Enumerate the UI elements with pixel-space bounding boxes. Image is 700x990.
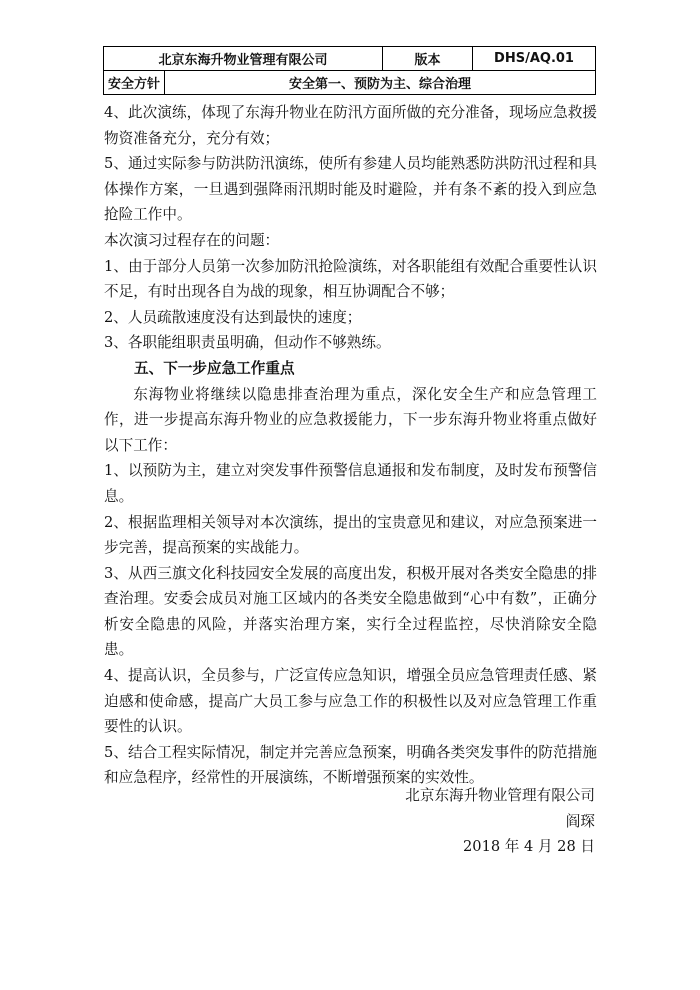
signature-date: 2018 年 4 月 28 日 [463, 838, 595, 856]
signature-company: 北京东海升物业管理有限公司 [405, 787, 595, 804]
paragraph-issue-2: 2、人员疏散速度没有达到最快的速度； [104, 308, 362, 326]
document-header-table [103, 46, 596, 95]
paragraph-next-step-2: 2、根据监理相关领导对本次演练，提出的宝贵意见和建议，对应急预案进一步完善，提高预案的实战能力。 [104, 513, 597, 557]
paragraph-issues-heading: 本次演习过程存在的问题： [104, 231, 280, 249]
version-label-cell: 版本 [383, 47, 473, 71]
paragraph-next-step-5: 5、结合工程实际情况，制定并完善应急预案，明确各类突发事件的防范措施和应急程序，经常性的开展演练，不断增强预案的实效性。 [104, 743, 597, 787]
section-title: 五、下一步应急工作重点 [134, 359, 295, 377]
paragraph-issue-3: 3、各职能组职责虽明确，但动作不够熟练。 [104, 334, 391, 352]
paragraph-next-step-1: 1、以预防为主，建立对突发事件预警信息通报和发布制度，及时发布预警信息。 [104, 462, 597, 505]
policy-label-cell: 安全方针 [104, 71, 165, 95]
header-row-policy [104, 71, 596, 95]
paragraph-drill-participation: 5、通过实际参与防洪防汛演练，使所有参建人员均能熟悉防洪防汛过程和具体操作方案，一旦遇到强降雨汛期时能及时避险，并有条不紊的投入到应急抢险工作中。 [104, 155, 597, 224]
signature-block [405, 783, 595, 860]
paragraph-next-step-4: 4、提高认识，全员参与，广泛宣传应急知识，增强全员应急管理责任感、紧迫感和使命感，提高广大员工参与应急工作的积极性以及对应急管理工作重要性的认识。 [104, 667, 597, 736]
company-name-cell: 北京东海升物业管理有限公司 [104, 47, 383, 71]
paragraph-drill-preparation: 4、此次演练，体现了东海升物业在防汛方面所做的充分准备，现场应急救援物资准备充分，充分有效； [104, 104, 597, 147]
paragraph-next-steps-intro: 东海物业将继续以隐患排查治理为重点，深化安全生产和应急管理工作，进一步提高东海升物业的应急救援能力，下一步东海升物业将重点做好以下工作： [104, 385, 597, 454]
paragraph-next-step-3: 3、从西三旗文化科技园安全发展的高度出发，积极开展对各类安全隐患的排查治理。安委会成员对施工区域内的各类安全隐患做到“心中有数”，正确分析安全隐患的风险，并落实治理方案，实行全过程监控，尽快消除安全隐患。 [104, 564, 597, 659]
policy-cell: 安全第一、预防为主、综合治理 [165, 71, 596, 95]
signature-name: 阎琛 [565, 812, 595, 830]
paragraph-issue-1: 1、由于部分人员第一次参加防汛抢险演练，对各职能组有效配合重要性认识不足，有时出现各自为战的现象，相互协调配合不够； [104, 257, 597, 301]
version-code-cell: DHS/AQ.01 [473, 47, 596, 71]
document-body [104, 100, 597, 791]
header-row-company [104, 47, 596, 71]
